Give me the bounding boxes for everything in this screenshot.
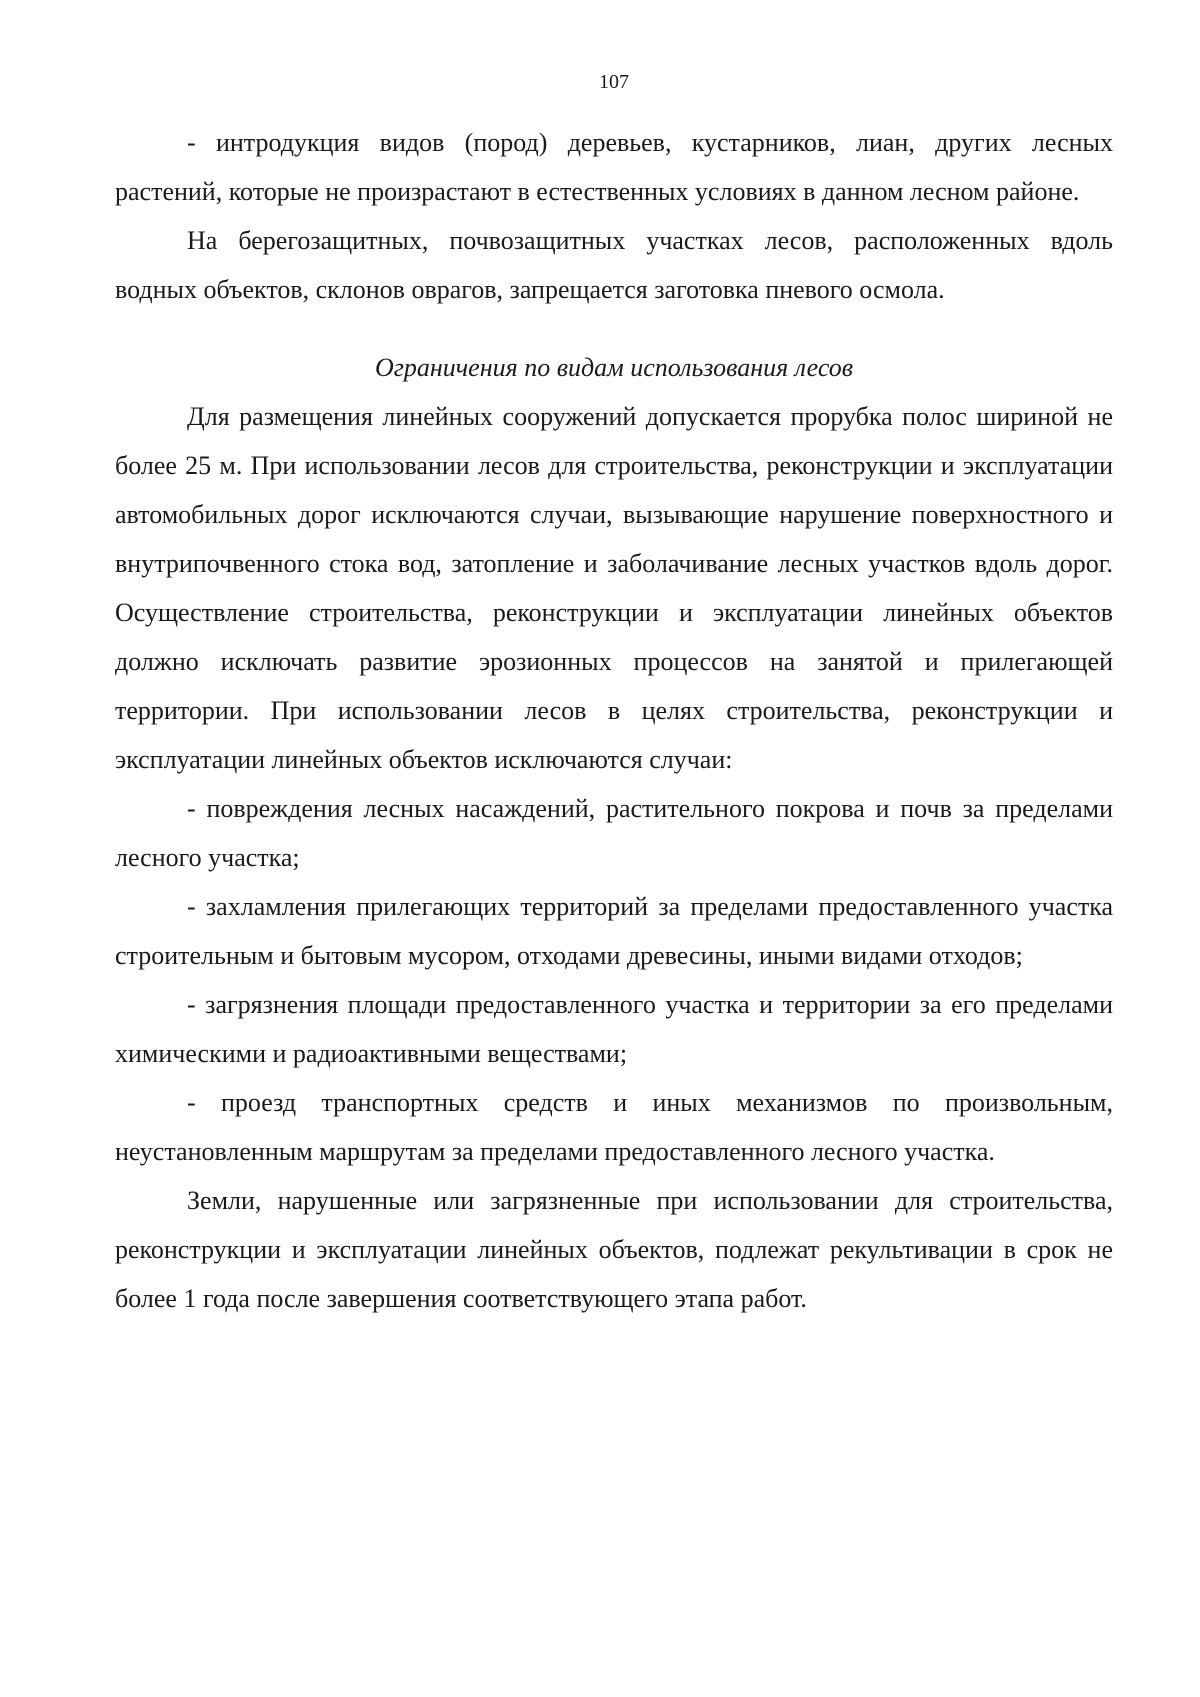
paragraph-bank-protection: На берегозащитных, почвозащитных участках лесов, расположенных вдоль водных объектов, склонов оврагов, запрещается заготовка пневого осмола. — [115, 226, 1113, 304]
list-item-damage: - повреждения лесных насаждений, растительного покрова и почв за пределами лесного участка; — [115, 794, 1113, 872]
page-number: 107 — [599, 71, 629, 93]
list-item-vehicle-passage: - проезд транспортных средств и иных механизмов по произвольным, неустановленным маршрутам за пределами предоставленного лесного участка. — [115, 1088, 1113, 1166]
list-item-littering: - захламления прилегающих территорий за пределами предоставленного участка строительным и бытовым мусором, отходами древесины, иными видами отходов; — [115, 892, 1113, 970]
paragraph-recultivation: Земли, нарушенные или загрязненные при использовании для строительства, реконструкции и эксплуатации линейных объектов, подлежат рекультивации в срок не более 1 года после завершения соответствующего этапа работ. — [115, 1186, 1113, 1313]
paragraph-linear-structures: Для размещения линейных сооружений допускается прорубка полос шириной не более 25 м. При использовании лесов для строительства, реконструкции и эксплуатации автомобильных дорог исключаются случаи, вызывающие нарушение поверхностного и внутрипочвенного стока вод, затопление и заболачивание лесных участков вдоль дорог. Осуществление строительства, реконструкции и эксплуатации линейных объектов должно исключать развитие эрозионных процессов на занятой и прилегающей территории. При использовании лесов в целях строительства, реконструкции и эксплуатации линейных объектов исключаются случаи: — [115, 402, 1113, 774]
document-body — [115, 118, 1113, 1323]
paragraph-introduction-species: - интродукция видов (пород) деревьев, кустарников, лиан, других лесных растений, которые не произрастают в естественных условиях в данном лесном районе. — [115, 128, 1113, 206]
list-item-pollution: - загрязнения площади предоставленного участка и территории за его пределами химическими и радиоактивными веществами; — [115, 990, 1113, 1068]
section-heading: Ограничения по видам использования лесов — [374, 353, 854, 382]
